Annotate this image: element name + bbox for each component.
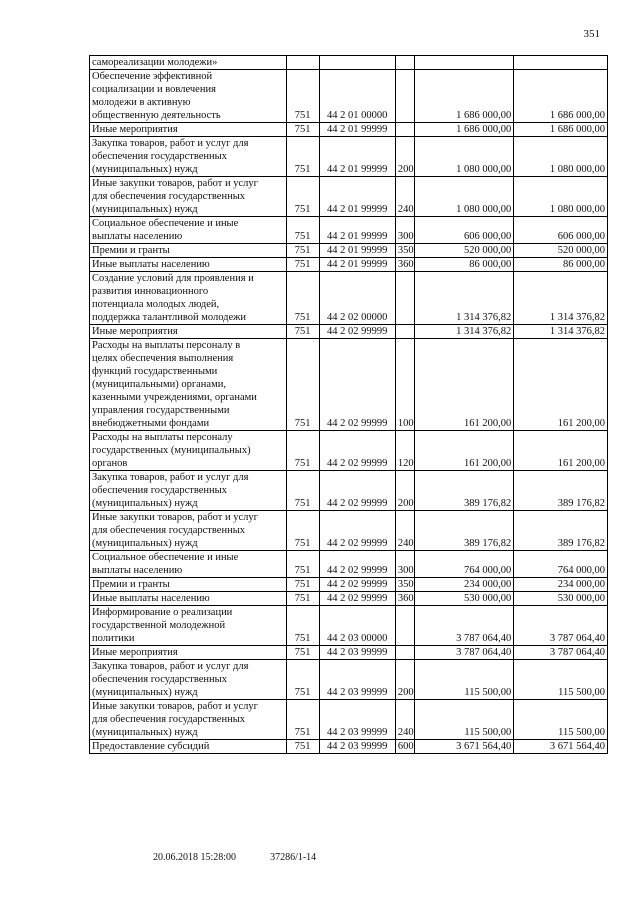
table-row [90,177,608,217]
cell-expense-type: 200 [395,471,415,511]
cell-sum-year-2: 115 500,00 [514,660,608,700]
cell-name: Премии и гранты [90,244,287,258]
cell-ministry: 751 [286,70,319,123]
cell-expense-type: 120 [395,431,415,471]
cell-sum-year-1: 606 000,00 [415,217,514,244]
cell-ministry: 751 [286,123,319,137]
cell-target-article: 44 2 02 99999 [319,431,395,471]
cell-ministry: 751 [286,578,319,592]
cell-sum-year-1: 3 787 064,40 [415,646,514,660]
cell-target-article: 44 2 03 99999 [319,660,395,700]
cell-expense-type: 360 [395,592,415,606]
cell-sum-year-2: 3 671 564,40 [514,740,608,754]
cell-target-article: 44 2 01 99999 [319,258,395,272]
cell-name: Предоставление субсидий [90,740,287,754]
table-row [90,592,608,606]
table-body [90,56,608,754]
table-row [90,217,608,244]
table-row [90,700,608,740]
cell-name: Премии и гранты [90,578,287,592]
cell-name: Иные выплаты населению [90,258,287,272]
cell-sum-year-2: 115 500,00 [514,700,608,740]
cell-sum-year-2: 606 000,00 [514,217,608,244]
cell-expense-type: 200 [395,660,415,700]
cell-target-article: 44 2 03 99999 [319,740,395,754]
cell-expense-type: 200 [395,137,415,177]
cell-ministry [286,56,319,70]
cell-ministry: 751 [286,551,319,578]
footer [153,852,316,863]
cell-target-article [319,56,395,70]
cell-sum-year-2: 389 176,82 [514,471,608,511]
cell-sum-year-1: 3 671 564,40 [415,740,514,754]
cell-target-article: 44 2 02 99999 [319,592,395,606]
cell-sum-year-2: 86 000,00 [514,258,608,272]
cell-sum-year-1: 234 000,00 [415,578,514,592]
cell-expense-type: 350 [395,578,415,592]
cell-ministry: 751 [286,244,319,258]
cell-target-article: 44 2 02 00000 [319,272,395,325]
cell-ministry: 751 [286,339,319,431]
cell-expense-type [395,56,415,70]
cell-sum-year-2: 3 787 064,40 [514,646,608,660]
cell-name: Иные мероприятия [90,646,287,660]
cell-ministry: 751 [286,177,319,217]
cell-ministry: 751 [286,258,319,272]
cell-sum-year-1: 115 500,00 [415,700,514,740]
cell-sum-year-1: 389 176,82 [415,471,514,511]
cell-name: Иные мероприятия [90,325,287,339]
cell-sum-year-1: 1 080 000,00 [415,177,514,217]
cell-sum-year-1: 1 686 000,00 [415,123,514,137]
footer-doc-id: 37286/1-14 [270,852,317,863]
cell-name: Социальное обеспечение и иные выплаты населению [90,217,287,244]
cell-sum-year-2: 1 686 000,00 [514,123,608,137]
cell-sum-year-1: 161 200,00 [415,339,514,431]
cell-sum-year-1: 520 000,00 [415,244,514,258]
cell-name: Иные мероприятия [90,123,287,137]
cell-sum-year-2 [514,56,608,70]
cell-name: Иные выплаты населению [90,592,287,606]
cell-ministry: 751 [286,217,319,244]
cell-sum-year-2: 1 080 000,00 [514,137,608,177]
cell-ministry: 751 [286,431,319,471]
cell-sum-year-2: 389 176,82 [514,511,608,551]
cell-name: Расходы на выплаты персоналу в целях обеспечения выполнения функций государственными (муниципальными) органами, казенными учреждениями, органами управления государственными внебюджетными фондами [90,339,287,431]
cell-target-article: 44 2 02 99999 [319,578,395,592]
cell-name: Обеспечение эффективной социализации и вовлечения молодежи в активную общественную деятельность [90,70,287,123]
cell-name: Информирование о реализации государственной молодежной политики [90,606,287,646]
table-row [90,471,608,511]
table-row [90,431,608,471]
cell-target-article: 44 2 03 00000 [319,606,395,646]
cell-sum-year-1: 764 000,00 [415,551,514,578]
cell-sum-year-2: 530 000,00 [514,592,608,606]
budget-table [89,55,608,754]
cell-name: Закупка товаров, работ и услуг для обеспечения государственных (муниципальных) нужд [90,471,287,511]
cell-expense-type [395,606,415,646]
cell-target-article: 44 2 01 99999 [319,177,395,217]
cell-expense-type [395,646,415,660]
table-row [90,511,608,551]
cell-sum-year-1: 530 000,00 [415,592,514,606]
cell-target-article: 44 2 01 99999 [319,123,395,137]
cell-sum-year-2: 1 080 000,00 [514,177,608,217]
cell-sum-year-2: 1 314 376,82 [514,272,608,325]
cell-expense-type: 240 [395,511,415,551]
cell-target-article: 44 2 03 99999 [319,700,395,740]
cell-ministry: 751 [286,660,319,700]
cell-sum-year-2: 161 200,00 [514,431,608,471]
cell-sum-year-1: 3 787 064,40 [415,606,514,646]
cell-name: Закупка товаров, работ и услуг для обеспечения государственных (муниципальных) нужд [90,660,287,700]
cell-expense-type [395,70,415,123]
cell-sum-year-1: 389 176,82 [415,511,514,551]
cell-sum-year-1: 1 686 000,00 [415,70,514,123]
cell-expense-type: 360 [395,258,415,272]
cell-expense-type: 240 [395,177,415,217]
cell-name: Создание условий для проявления и развития инновационного потенциала молодых людей, поддержка талантливой молодежи [90,272,287,325]
table-row [90,70,608,123]
table-row [90,137,608,177]
cell-sum-year-1: 115 500,00 [415,660,514,700]
cell-target-article: 44 2 02 99999 [319,325,395,339]
cell-target-article: 44 2 02 99999 [319,551,395,578]
cell-sum-year-2: 1 314 376,82 [514,325,608,339]
cell-ministry: 751 [286,272,319,325]
cell-sum-year-1: 1 080 000,00 [415,137,514,177]
cell-name: Иные закупки товаров, работ и услуг для обеспечения государственных (муниципальных) нужд [90,700,287,740]
cell-target-article: 44 2 03 99999 [319,646,395,660]
cell-name: самореализации молодежи» [90,56,287,70]
cell-target-article: 44 2 01 99999 [319,217,395,244]
cell-ministry: 751 [286,646,319,660]
table-row [90,606,608,646]
cell-expense-type: 350 [395,244,415,258]
table-row [90,325,608,339]
cell-name: Иные закупки товаров, работ и услуг для обеспечения государственных (муниципальных) нужд [90,511,287,551]
cell-expense-type [395,123,415,137]
cell-ministry: 751 [286,606,319,646]
cell-sum-year-1: 1 314 376,82 [415,325,514,339]
cell-ministry: 751 [286,700,319,740]
footer-datetime: 20.06.2018 15:28:00 [153,852,237,863]
cell-sum-year-1: 1 314 376,82 [415,272,514,325]
table-row [90,56,608,70]
cell-expense-type: 240 [395,700,415,740]
table-row [90,258,608,272]
cell-expense-type: 300 [395,551,415,578]
cell-target-article: 44 2 01 99999 [319,244,395,258]
cell-sum-year-2: 3 787 064,40 [514,606,608,646]
cell-ministry: 751 [286,740,319,754]
cell-expense-type: 300 [395,217,415,244]
cell-sum-year-2: 161 200,00 [514,339,608,431]
cell-name: Социальное обеспечение и иные выплаты населению [90,551,287,578]
table-row [90,578,608,592]
cell-expense-type [395,325,415,339]
cell-name: Иные закупки товаров, работ и услуг для обеспечения государственных (муниципальных) нужд [90,177,287,217]
table-row [90,660,608,700]
cell-expense-type: 600 [395,740,415,754]
table-row [90,740,608,754]
page-number: 351 [583,28,600,40]
table-row [90,339,608,431]
cell-ministry: 751 [286,471,319,511]
table-row [90,551,608,578]
cell-sum-year-2: 520 000,00 [514,244,608,258]
cell-target-article: 44 2 01 00000 [319,70,395,123]
cell-sum-year-1: 86 000,00 [415,258,514,272]
cell-name: Расходы на выплаты персоналу государственных (муниципальных) органов [90,431,287,471]
cell-ministry: 751 [286,137,319,177]
cell-sum-year-1: 161 200,00 [415,431,514,471]
cell-target-article: 44 2 01 99999 [319,137,395,177]
cell-target-article: 44 2 02 99999 [319,511,395,551]
cell-sum-year-2: 1 686 000,00 [514,70,608,123]
cell-target-article: 44 2 02 99999 [319,339,395,431]
cell-sum-year-1 [415,56,514,70]
cell-expense-type [395,272,415,325]
cell-name: Закупка товаров, работ и услуг для обеспечения государственных (муниципальных) нужд [90,137,287,177]
table-row [90,272,608,325]
cell-ministry: 751 [286,592,319,606]
cell-target-article: 44 2 02 99999 [319,471,395,511]
table-row [90,244,608,258]
cell-sum-year-2: 234 000,00 [514,578,608,592]
table-row [90,123,608,137]
cell-ministry: 751 [286,511,319,551]
cell-expense-type: 100 [395,339,415,431]
cell-ministry: 751 [286,325,319,339]
cell-sum-year-2: 764 000,00 [514,551,608,578]
table-row [90,646,608,660]
